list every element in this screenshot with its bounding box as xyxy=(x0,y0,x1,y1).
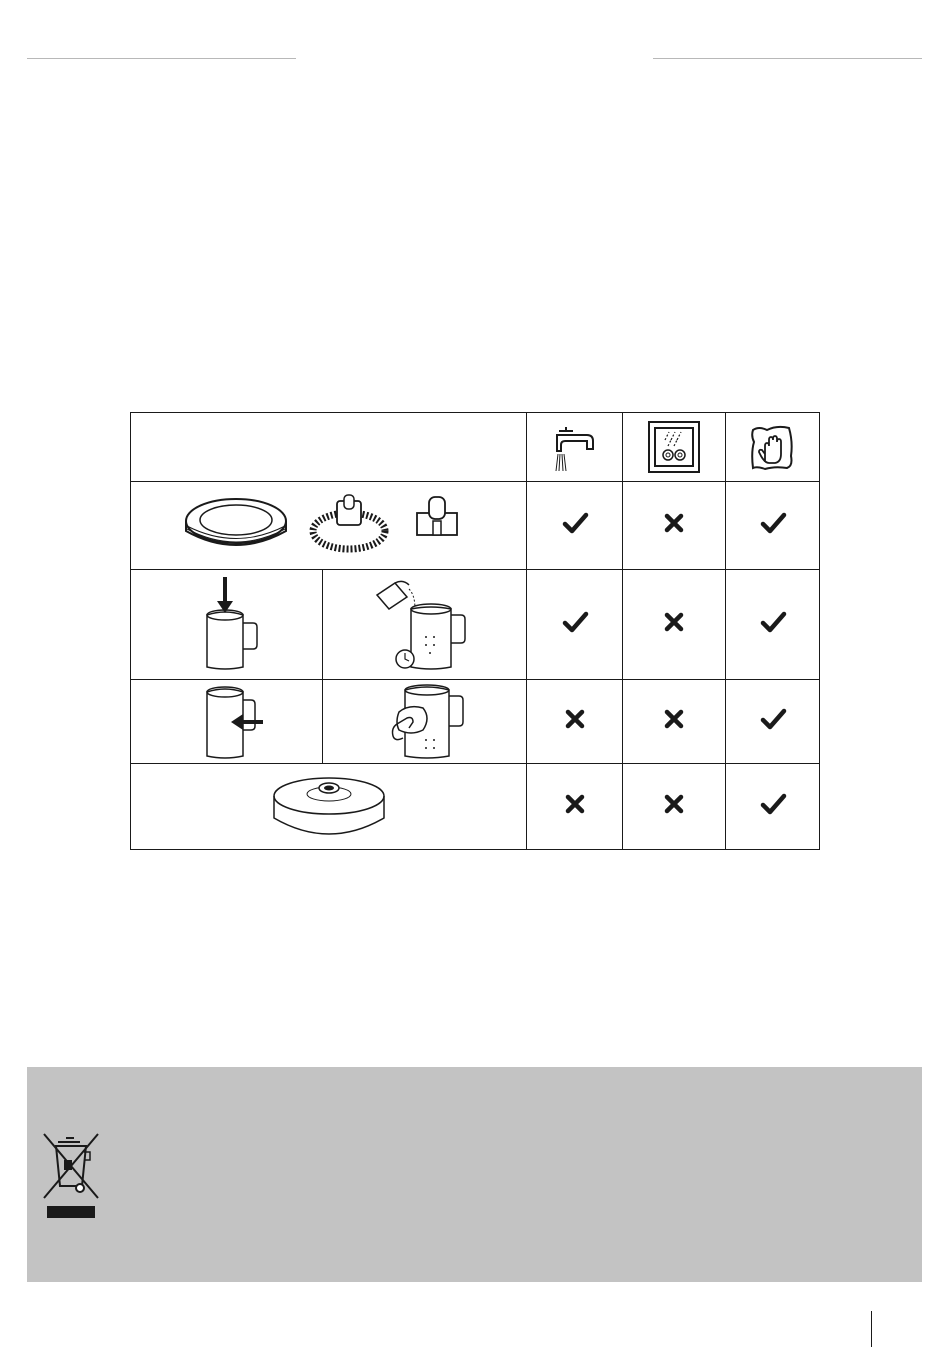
jug-insert-illustration xyxy=(187,575,267,675)
cell-cloth-row2 xyxy=(726,570,820,680)
cell-tap-row2 xyxy=(527,570,623,680)
check-icon xyxy=(560,508,590,538)
header-rule-left xyxy=(27,58,296,59)
page-number-divider xyxy=(871,1311,872,1347)
cross-icon xyxy=(659,704,689,734)
cell-tap-row1 xyxy=(527,482,623,570)
running-water-tap-icon xyxy=(527,421,622,473)
table-row xyxy=(131,764,820,850)
check-icon xyxy=(758,789,788,819)
check-icon xyxy=(758,508,788,538)
check-icon xyxy=(758,704,788,734)
dishwasher-icon xyxy=(623,420,725,474)
wipe-jug-illustration xyxy=(365,682,485,762)
lid-illustration xyxy=(186,499,286,545)
header-tap-cell xyxy=(527,413,623,482)
cleaning-table xyxy=(130,412,820,850)
jug-body-illustration xyxy=(187,682,267,762)
power-base-illustration xyxy=(269,774,389,840)
cell-tap-row4 xyxy=(527,764,623,850)
small-whisk-illustration xyxy=(417,497,457,535)
check-icon xyxy=(758,607,788,637)
header-empty-cell xyxy=(131,413,527,482)
disposal-notice-panel xyxy=(27,1067,922,1282)
table-header-row xyxy=(131,413,820,482)
header-dishwasher-cell xyxy=(623,413,726,482)
parts-cell-lid-whisks xyxy=(131,482,527,570)
cell-dishwasher-row3 xyxy=(623,680,726,764)
cross-icon xyxy=(560,789,590,819)
cell-dishwasher-row2 xyxy=(623,570,726,680)
cell-cloth-row3 xyxy=(726,680,820,764)
lid-and-whisks-illustration xyxy=(179,491,479,561)
check-icon xyxy=(560,607,590,637)
cell-dishwasher-row1 xyxy=(623,482,726,570)
table-row xyxy=(131,482,820,570)
cross-icon xyxy=(560,704,590,734)
table-row xyxy=(131,680,820,764)
parts-cell-jug-insert xyxy=(131,570,323,680)
cross-icon xyxy=(659,508,689,538)
parts-cell-rinse-wait xyxy=(323,570,527,680)
header-cloth-cell xyxy=(726,413,820,482)
crossed-out-wheelie-bin-icon xyxy=(40,1130,102,1220)
parts-cell-jug-body xyxy=(131,680,323,764)
parts-cell-wipe-outside xyxy=(323,680,527,764)
whisk-illustration xyxy=(313,495,385,549)
rinse-and-wait-illustration xyxy=(365,575,485,675)
table-row xyxy=(131,570,820,680)
cell-cloth-row4 xyxy=(726,764,820,850)
cell-dishwasher-row4 xyxy=(623,764,726,850)
cell-tap-row3 xyxy=(527,680,623,764)
header-rule-right xyxy=(653,58,922,59)
cross-icon xyxy=(659,607,689,637)
parts-cell-power-base xyxy=(131,764,527,850)
cell-cloth-row1 xyxy=(726,482,820,570)
cross-icon xyxy=(659,789,689,819)
hand-wipe-cloth-icon xyxy=(726,422,819,472)
